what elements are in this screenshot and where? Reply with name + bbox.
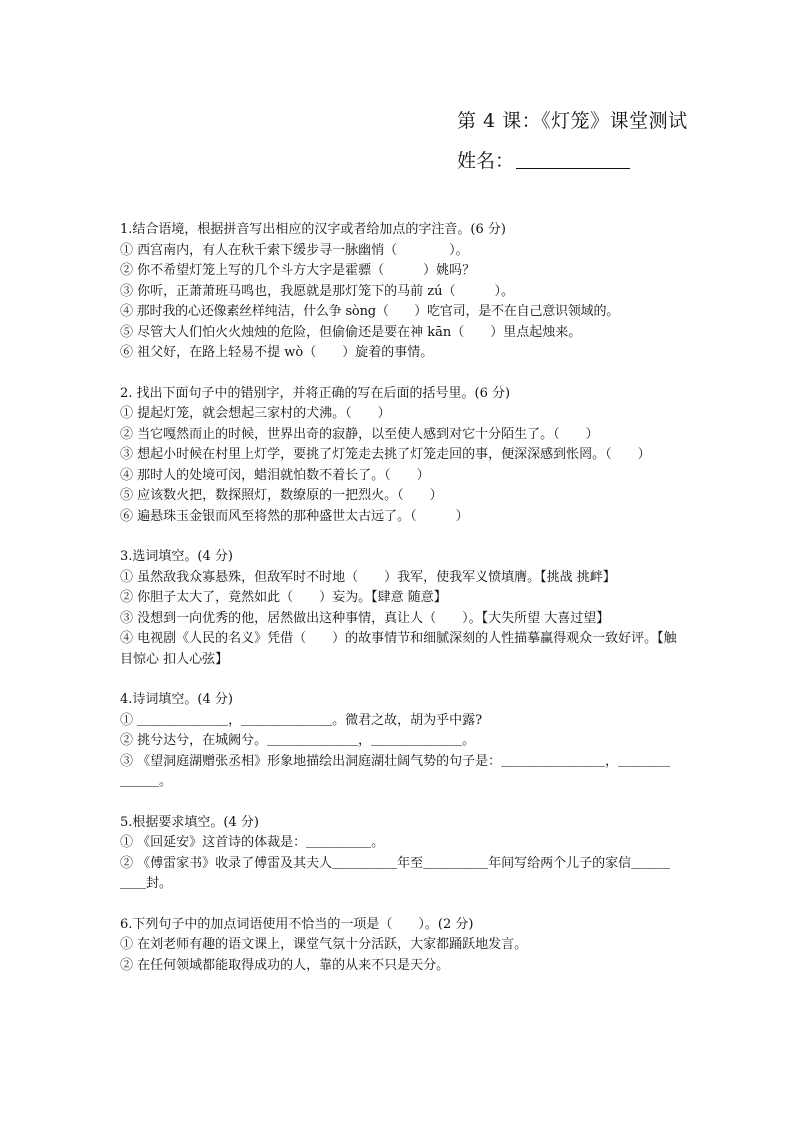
question-line: ④ 那时我的心还像素丝样纯洁，什么争 sòng（ ）吃官司，是不在自己意识领域的。 [120,304,620,319]
question-line: ② 你胆子太大了，竟然如此（ ）妄为。【肆意 随意】 [120,590,447,605]
question-4 [120,690,682,793]
question-line: ① 《回延安》这首诗的体裁是：＿＿＿＿＿。 [120,835,385,850]
question-5 [120,813,682,895]
name-field [457,146,630,173]
question-line: ③ 没想到一向优秀的他，居然做出这种事情，真让人（ ）。【大失所望 大喜过望】 [120,610,610,626]
question-heading: 2. 找出下面句子中的错别字，并将正确的写在后面的括号里。(6 分) [120,385,511,401]
question-heading: 5.根据要求填空。(4 分) [120,814,259,830]
question-line: ② 在任何领域都能取得成功的人，靠的从来不只是天分。 [120,957,450,973]
question-line: ③ 你听，正萧萧班马鸣也，我愿就是那灯笼下的马前 zú（ ）。 [120,283,514,299]
question-list [120,220,682,996]
name-label: 姓名： [457,150,515,172]
question-line: ⑤ 应该数火把，数探照灯，数缭原的一把烈火。（ ） [120,488,443,503]
question-line: ⑥ 遍悬珠玉金银而风至将然的那种盛世太古远了。（ ） [120,508,469,524]
question-line: ② 当它嘎然而止的时候，世界出奇的寂静，以至使人感到对它十分陌生了。（ ） [120,426,599,442]
question-3 [120,547,682,670]
question-line: ① 提起灯笼，就会想起三家村的犬沸。（ ） [120,406,391,421]
page-title: 第 4 课：《灯笼》课堂测试 [457,110,688,132]
question-heading: 1.结合语境，根据拼音写出相应的汉字或者给加点的字注音。(6 分) [120,222,506,237]
question-line: ⑥ 祖父好，在路上轻易不提 wò（ ）旋着的事情。 [120,345,434,360]
question-heading: 6.下列句子中的加点词语使用不恰当的一项是（ ）。(2 分) [120,916,474,932]
question-line: ② 《傅雷家书》收录了傅雷及其夫人＿＿＿＿＿年至＿＿＿＿＿年间写给两个儿子的家信＿＿＿＿＿封。 [120,855,671,891]
question-line: ③ 《望洞庭湖赠张丞相》形象地描绘出洞庭湖壮阔气势的句子是：＿＿＿＿＿＿＿＿，＿＿＿＿＿＿＿。 [120,753,671,789]
question-heading: 3.选词填空。(4 分) [120,549,233,564]
question-line: ① 虽然敌我众寡悬殊，但敌军时不时地（ ）我军，使我军义愤填膺。【挑战 挑衅】 [120,569,616,585]
name-blank[interactable] [516,150,630,169]
question-line: ① 西宫南内，有人在秋千索下缓步寻一脉幽悄（ ）。 [120,242,469,258]
question-1 [120,220,682,364]
question-line: ① 在刘老师有趣的语文课上，课堂气氛十分活跃，大家都踊跃地发言。 [120,937,528,952]
question-line: ② 你不希望灯笼上写的几个斗方大字是霍骠（ ）姚吗？ [120,263,476,278]
question-2 [120,384,682,528]
question-line: ② 挑兮达兮，在城阙兮。＿＿＿＿＿＿＿，＿＿＿＿＿＿＿。 [120,733,476,748]
question-heading: 4.诗词填空。(4 分) [120,692,233,707]
question-6 [120,915,682,977]
question-line: ④ 那时人的处境可闵，蜡泪就怕数不着长了。（ ） [120,467,430,483]
question-line: ① ＿＿＿＿＿＿＿，＿＿＿＿＿＿＿。微君之故，胡为乎中露? [120,712,483,728]
question-line: ⑤ 尽管大人们怕火火烛烛的危险，但偷偷还是要在神 kān（ ）里点起烛来。 [120,324,582,340]
question-line: ④ 电视剧《人民的名义》凭借（ ）的故事情节和细腻深刻的人性描摹赢得观众一致好评。【触目惊心 扣人心弦】 [120,631,677,667]
question-line: ③ 想起小时候在村里上灯学，要挑了灯笼走去挑了灯笼走回的事，便深深感到怅罔。（ ） [120,447,651,462]
